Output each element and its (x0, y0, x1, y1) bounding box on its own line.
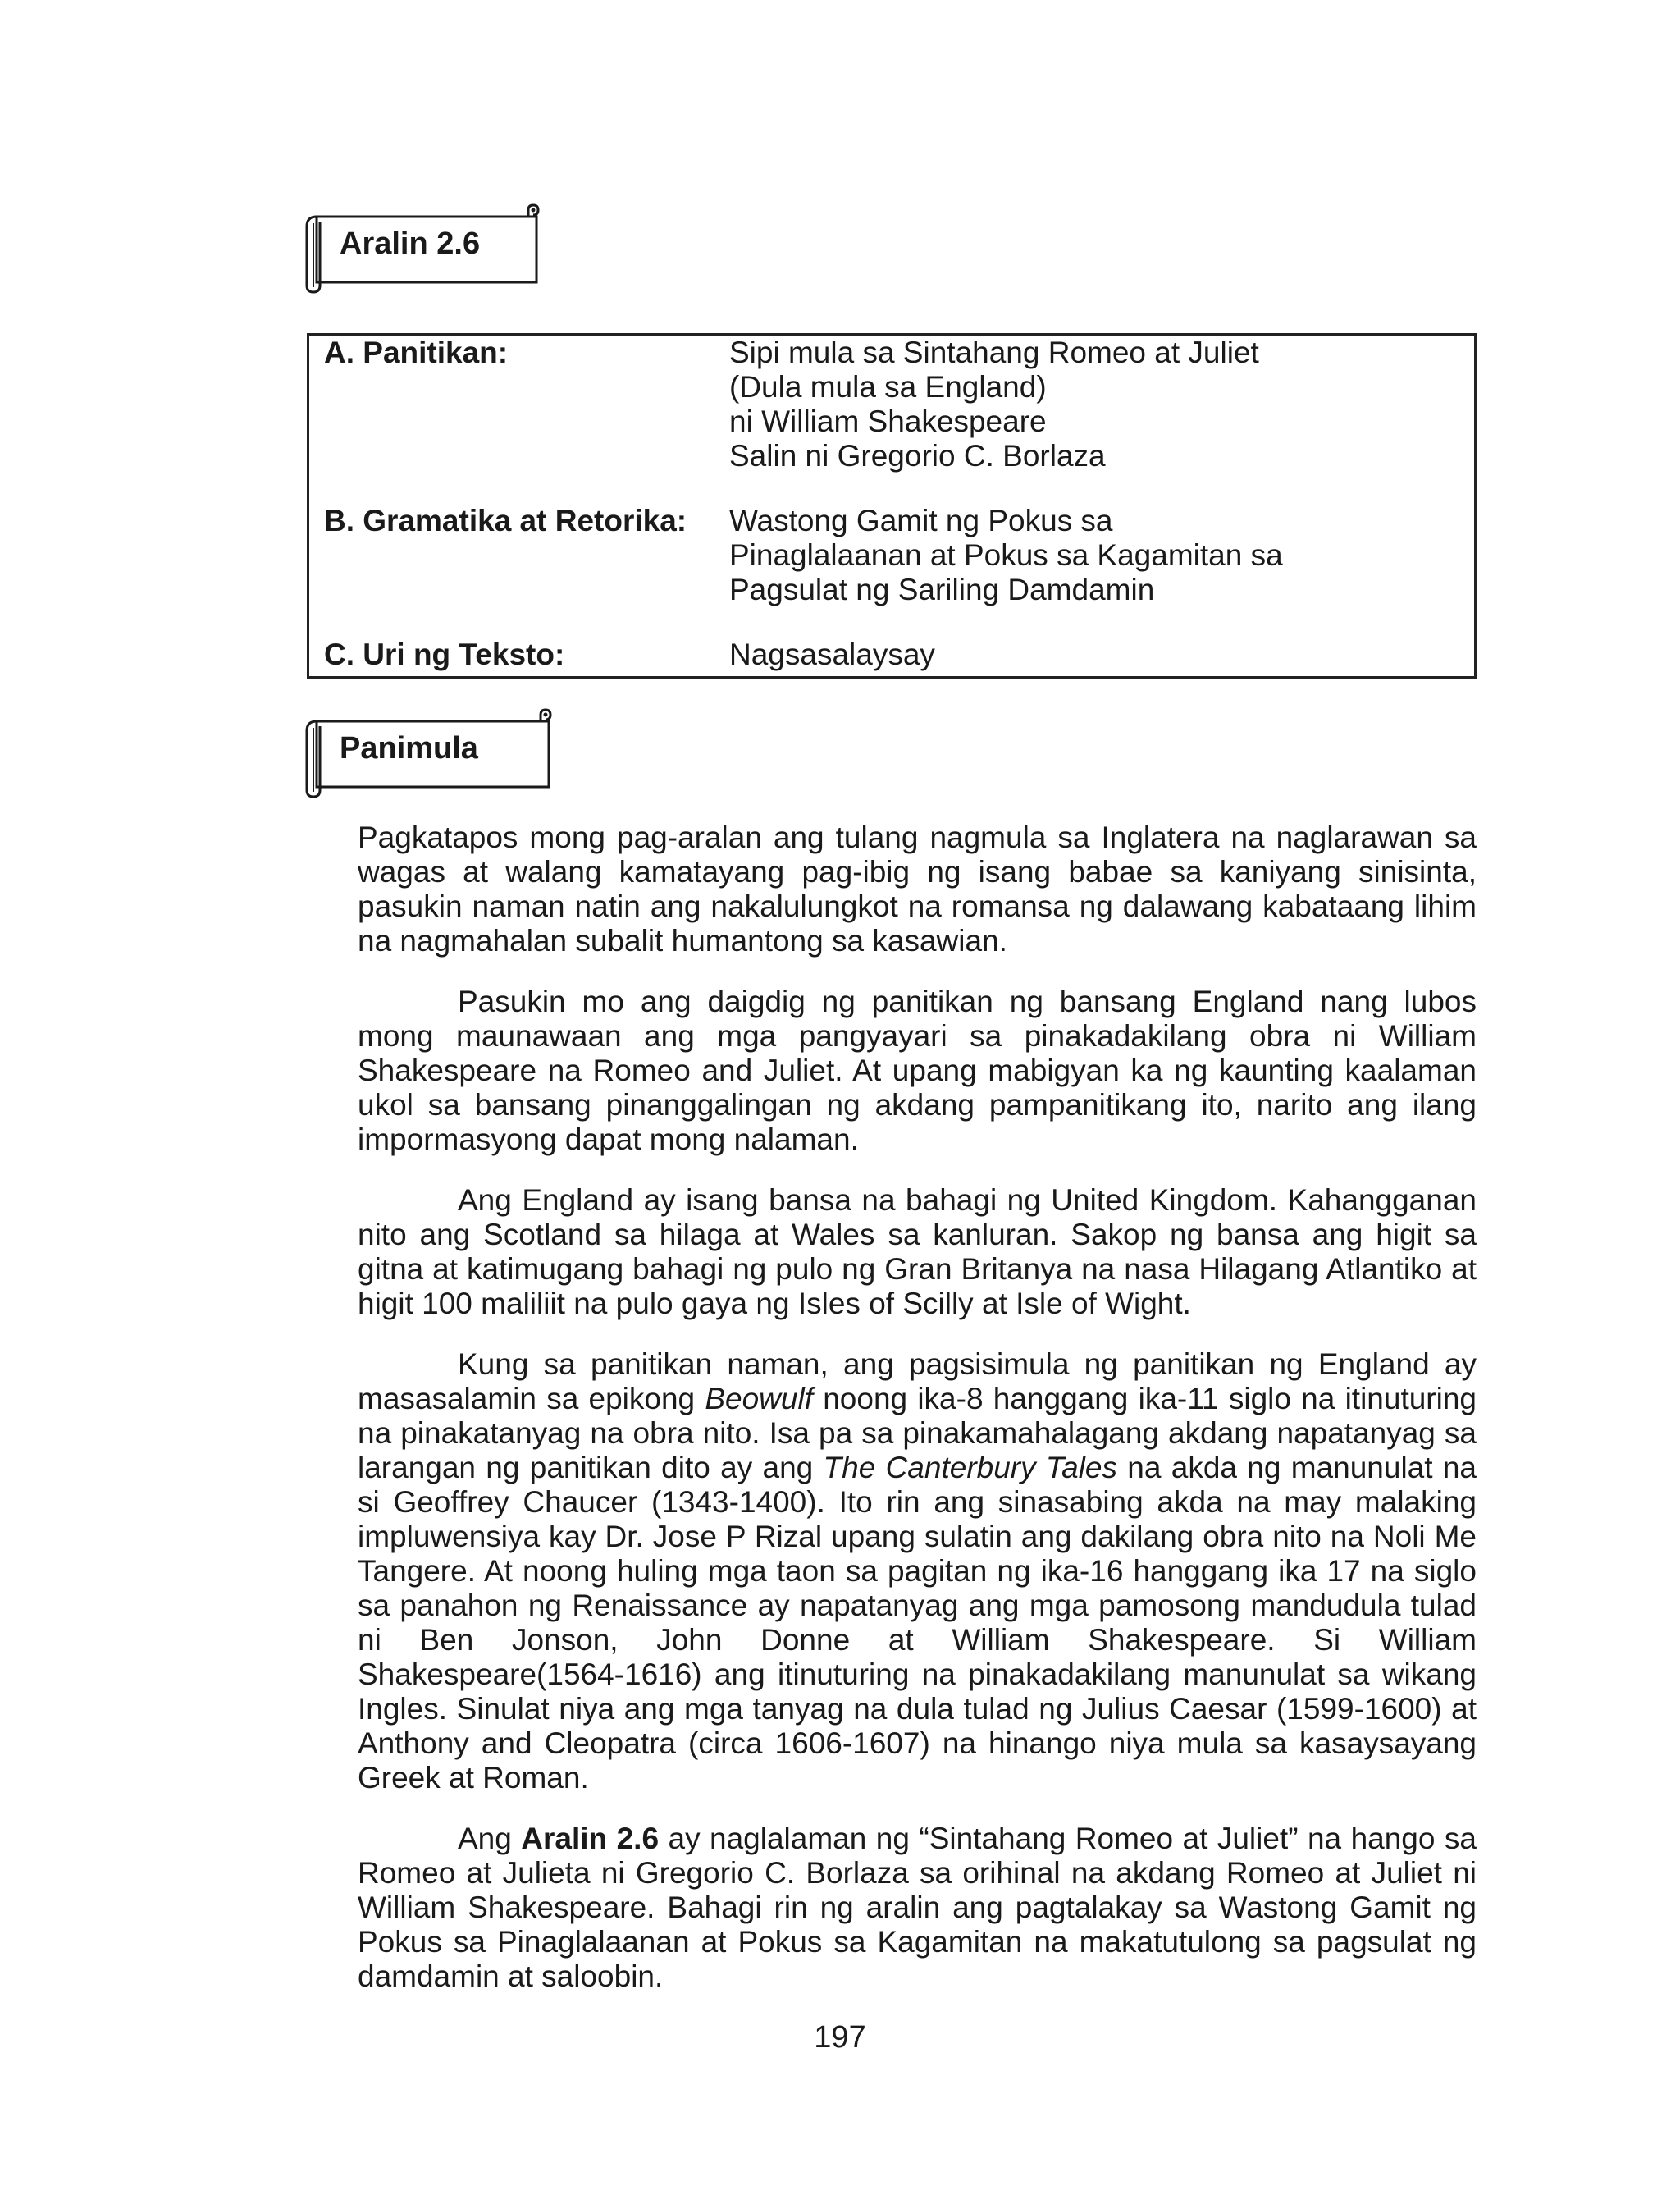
paragraph-aralin (358, 1822, 1477, 1994)
summary-line: Pagsulat ng Sariling Damdamin (729, 573, 1155, 606)
text-run: Kung sa panitikan naman, ang pagsisimula ng panitikan ng England ay masasalamin sa epikong (358, 1347, 1477, 1415)
text-run: Ang (458, 1822, 522, 1855)
title-canterbury-tales: The Canterbury Tales (823, 1451, 1117, 1484)
section-title: Panimula (340, 731, 478, 766)
summary-value-panitikan (729, 336, 1259, 473)
summary-key-uri: C. Uri ng Teksto: (324, 638, 565, 671)
lesson-reference: Aralin 2.6 (521, 1822, 660, 1855)
page-number: 197 (814, 2020, 866, 2055)
summary-line: Pinaglalaanan at Pokus sa Kagamitan sa (729, 538, 1283, 572)
section-scroll-heading (305, 710, 555, 798)
text-run: ay naglalaman ng “Sintahang Romeo at Juliet” na hango sa Romeo at Julieta ni Gregorio C. Borlaza sa orihinal na akdang Romeo at Juliet ni William Shakespeare. Bahagi rin ng aralin ang pagtalakay sa Wastong Gamit ng Pokus sa Pinaglalaanan at Pokus sa Kagamitan na makatutulong sa pagsulat ng damdamin at saloobin. (358, 1822, 1477, 1993)
lesson-summary-box (307, 333, 1477, 679)
lesson-number-label: Aralin 2.6 (340, 226, 481, 261)
summary-line: ni William Shakespeare (729, 405, 1047, 438)
summary-value-gramatika (729, 504, 1283, 607)
paragraph-england: Ang England ay isang bansa na bahagi ng United Kingdom. Kahangganan nito ang Scotland sa hilaga at Wales sa kanluran. Sakop ng bansa ang higit sa gitna at katimugang bahagi ng pulo ng Gran Britanya na nasa Hilagang Atlantiko at higit 100 maliliit na pulo gaya ng Isles of Scilly at Isle of Wight. (358, 1183, 1477, 1320)
summary-line: Sipi mula sa Sintahang Romeo at Juliet (729, 336, 1259, 369)
text-run: na akda ng manunulat na si Geoffrey Chaucer (1343-1400). Ito rin ang sinasabing akda na may malaking impluwensiya kay Dr. Jose P Rizal upang sulatin ang dakilang obra nito na Noli Me Tangere. At noong huling mga taon sa pagitan ng ika-16 hanggang ika 17 na siglo sa panahon ng Renaissance ay napatanyag ang mga pamosong mandudula tulad ni Ben Jonson, John Donne at William Shakespeare. Si William Shakespeare(1564-1616) ang itinuturing na pinakadakilang manunulat sa wikang Ingles. Sinulat niya ang mga tanyag na dula tulad ng Julius Caesar (1599-1600) at Anthony and Cleopatra (circa 1606-1607) na hinango niya mula sa kasaysayang Greek at Roman. (358, 1451, 1477, 1795)
paragraph-panitikan (358, 1347, 1477, 1795)
paragraph-intro: Pagkatapos mong pag-aralan ang tulang nagmula sa Inglatera na naglarawan sa wagas at walang kamatayang pag-ibig ng isang babae sa kaniyang sinisinta, pasukin naman natin ang nakalulungkot na romansa ng dalawang kabataang lihim na nagmahalan subalit humantong sa kasawian. (358, 821, 1477, 958)
summary-value-uri (729, 638, 935, 672)
summary-key-panitikan: A. Panitikan: (324, 336, 509, 369)
summary-line: (Dula mula sa England) (729, 370, 1047, 404)
lesson-scroll-heading (305, 205, 543, 294)
summary-line: Nagsasalaysay (729, 638, 935, 671)
summary-line: Wastong Gamit ng Pokus sa (729, 504, 1113, 537)
introduction-body (358, 821, 1477, 2020)
summary-key-gramatika: B. Gramatika at Retorika: (324, 504, 687, 537)
paragraph-daigdig: Pasukin mo ang daigdig ng panitikan ng bansang England nang lubos mong maunawaan ang mga pangyayari sa pinakadakilang obra ni William Shakespeare na Romeo and Juliet. At upang mabigyan ka ng kaunting kaalaman ukol sa bansang pinanggalingan ng akdang pampanitikang ito, narito ang ilang impormasyong dapat mong nalaman. (358, 985, 1477, 1156)
text-run: noong ika-8 hanggang ika-11 siglo na itinuturing na pinakatanyag na obra nito. Isa pa sa pinakamahalagang akdang napatanyag sa larangan ng panitikan dito ay ang (358, 1382, 1477, 1484)
summary-line: Salin ni Gregorio C. Borlaza (729, 439, 1106, 473)
title-beowulf: Beowulf (705, 1382, 813, 1415)
